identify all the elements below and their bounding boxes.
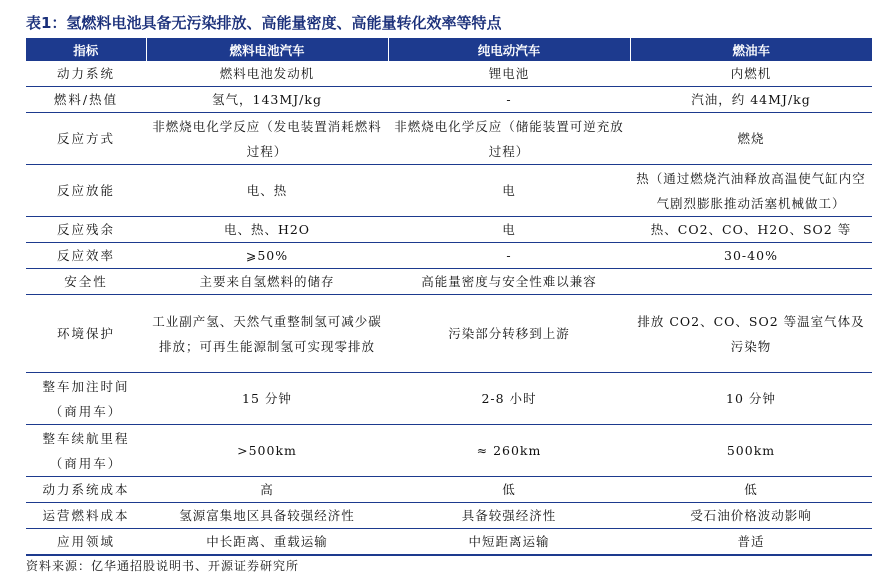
cell-ice: 30-40% [630,243,872,269]
table-row [26,165,872,217]
header-ice: 燃油车 [630,38,872,61]
cell-ev: - [388,243,630,269]
cell-fuel-cell: 中长距离、重载运输 [146,529,388,556]
cell-fuel-cell: 高 [146,477,388,503]
cell-ice: 汽油，约 44MJ/kg [630,87,872,113]
row-label: 整车加注时间（商用车） [26,373,146,425]
cell-ice: 热、CO2、CO、H2O、SO2 等 [630,217,872,243]
cell-ice: 排放 CO2、CO、SO2 等温室气体及污染物 [630,295,872,373]
cell-ice: 10 分钟 [630,373,872,425]
cell-ice: 热（通过燃烧汽油释放高温使气缸内空气剧烈膨胀推动活塞机械做工） [630,165,872,217]
table-row [26,503,872,529]
row-label: 燃料/热值 [26,87,146,113]
cell-fuel-cell: 15 分钟 [146,373,388,425]
row-label: 安全性 [26,269,146,295]
cell-ev: - [388,87,630,113]
cell-fuel-cell: 主要来自氢燃料的储存 [146,269,388,295]
table-row [26,243,872,269]
row-label: 运营燃料成本 [26,503,146,529]
cell-fuel-cell: 工业副产氢、天然气重整制氢可减少碳排放；可再生能源制氢可实现零排放 [146,295,388,373]
cell-ice: 内燃机 [630,61,872,87]
header-metric: 指标 [26,38,146,61]
cell-ev: 污染部分转移到上游 [388,295,630,373]
row-label: 动力系统 [26,61,146,87]
cell-ev: 具备较强经济性 [388,503,630,529]
source-note: 资料来源：亿华通招股说明书、开源证券研究所 [26,559,300,573]
row-label: 反应效率 [26,243,146,269]
table-row [26,373,872,425]
cell-ev: 锂电池 [388,61,630,87]
cell-fuel-cell: 电、热 [146,165,388,217]
header-ev: 纯电动汽车 [388,38,630,61]
cell-fuel-cell: 非燃烧电化学反应（发电装置消耗燃料过程） [146,113,388,165]
cell-fuel-cell: ⩾50% [146,243,388,269]
table-row [26,61,872,87]
table-title: 表1：氢燃料电池具备无污染排放、高能量密度、高能量转化效率等特点 [26,14,502,32]
cell-ice: 低 [630,477,872,503]
header-row [26,38,872,61]
row-label: 反应放能 [26,165,146,217]
cell-ice: 500km [630,425,872,477]
table-row [26,217,872,243]
cell-ev: ≈ 260km [388,425,630,477]
cell-ice: 普适 [630,529,872,556]
row-label: 应用领域 [26,529,146,556]
table-row [26,477,872,503]
row-label: 反应方式 [26,113,146,165]
cell-fuel-cell: 电、热、H2O [146,217,388,243]
table-row [26,529,872,556]
cell-fuel-cell: 氢源富集地区具备较强经济性 [146,503,388,529]
cell-ice: 受石油价格波动影响 [630,503,872,529]
header-fuel-cell: 燃料电池汽车 [146,38,388,61]
row-label: 动力系统成本 [26,477,146,503]
cell-fuel-cell: >500km [146,425,388,477]
cell-ev: 2-8 小时 [388,373,630,425]
cell-fuel-cell: 燃料电池发动机 [146,61,388,87]
row-label: 环境保护 [26,295,146,373]
cell-fuel-cell: 氢气，143MJ/kg [146,87,388,113]
table-row [26,269,872,295]
table-row [26,295,872,373]
table-row [26,113,872,165]
table-row [26,87,872,113]
cell-ev: 高能量密度与安全性难以兼容 [388,269,630,295]
cell-ice [630,269,872,295]
cell-ev: 非燃烧电化学反应（储能装置可逆充放过程） [388,113,630,165]
table-row [26,425,872,477]
cell-ice: 燃烧 [630,113,872,165]
row-label: 反应残余 [26,217,146,243]
comparison-table [26,38,872,556]
cell-ev: 电 [388,217,630,243]
cell-ev: 低 [388,477,630,503]
cell-ev: 电 [388,165,630,217]
cell-ev: 中短距离运输 [388,529,630,556]
row-label: 整车续航里程（商用车） [26,425,146,477]
